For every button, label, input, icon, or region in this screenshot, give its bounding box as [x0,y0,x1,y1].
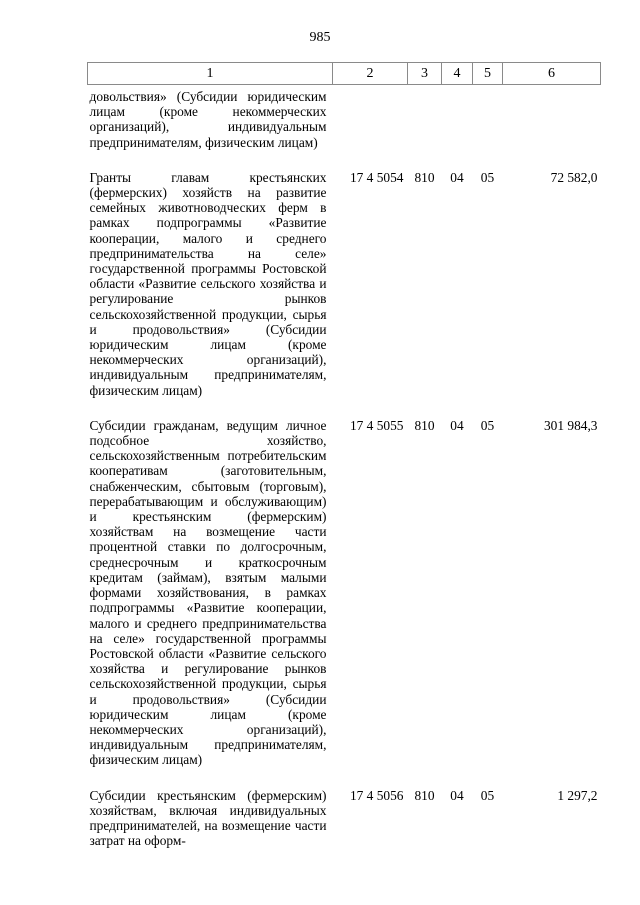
row-description: Субсидии крестьянским (фермерским) хозяйствам, включая индивидуальных предпринимателей, на возмещение части затрат на оформ- [89,787,327,849]
page-number: 985 [309,30,331,45]
table-row [88,164,601,412]
column-header-6: 6 [503,63,601,85]
row-col3: 810 [414,417,435,433]
row-col4 [442,85,473,164]
row-col5: 05 [480,787,495,803]
row-col5: 05 [480,417,495,433]
budget-table [87,62,601,848]
row-amount: 1 297,2 [557,787,598,803]
table-row [88,85,601,164]
table-row [88,412,601,782]
row-description: Субсидии гражданам, ведущим личное подсобное хозяйство, сельскохозяйственным потребительским кооперативам (заготовительным, снабженческим, сбытовым (торговым), перерабатывающим и обслуживающим) и крестьянским (фермерским) хозяйствам на возмещение части процентной ставки по долгосрочным, среднесрочным и краткосрочным кредитам (займам), взятым малыми формами хозяйствования, в рамках подпрограммы «Развитие кооперации, малого и среднего предпринимательства на селе» государственной программы Ростовской области «Развитие сельского хозяйства и регулирование рынков сельскохозяйственной продукции, сырья и продовольствия» (Субсидии юридическим лицам (кроме некоммерческих организаций), индивидуальным предпринимателям, физическим лицам) [89,417,327,768]
row-col4: 04 [450,787,464,803]
row-amount: 72 582,0 [550,169,598,185]
row-col3: 810 [414,169,435,185]
column-header-1: 1 [88,63,333,85]
row-description: довольствия» (Субсидии юридическим лицам (кроме некоммерческих организаций), индивидуальным предпринимателям, физическим лицам) [89,89,327,150]
row-code: 17 4 5055 [349,417,404,433]
column-header-3: 3 [408,63,442,85]
row-col5 [473,85,503,164]
row-amount: 301 984,3 [543,417,598,433]
row-code: 17 4 5054 [349,169,404,185]
row-code: 17 4 5056 [349,787,404,803]
row-col3: 810 [414,787,435,803]
row-col4: 04 [450,169,464,185]
table-row [88,782,601,849]
row-code [333,85,408,164]
column-header-5: 5 [473,63,503,85]
column-header-4: 4 [442,63,473,85]
row-col3 [408,85,442,164]
row-col5: 05 [480,169,495,185]
table-header-row [88,63,601,85]
column-header-2: 2 [333,63,408,85]
row-amount [503,85,601,164]
row-description: Гранты главам крестьянских (фермерских) хозяйств на развитие семейных животноводческих ферм в рамках подпрограммы «Развитие кооперации, малого и среднего предпринимательства на селе» государственной программы Ростовской области «Развитие сельского хозяйства и регулирование рынков сельскохозяйственной продукции, сырья и продовольствия» (Субсидии юридическим лицам (кроме некоммерческих организаций), индивидуальным предпринимателям, физическим лицам) [89,169,327,398]
row-col4: 04 [450,417,464,433]
